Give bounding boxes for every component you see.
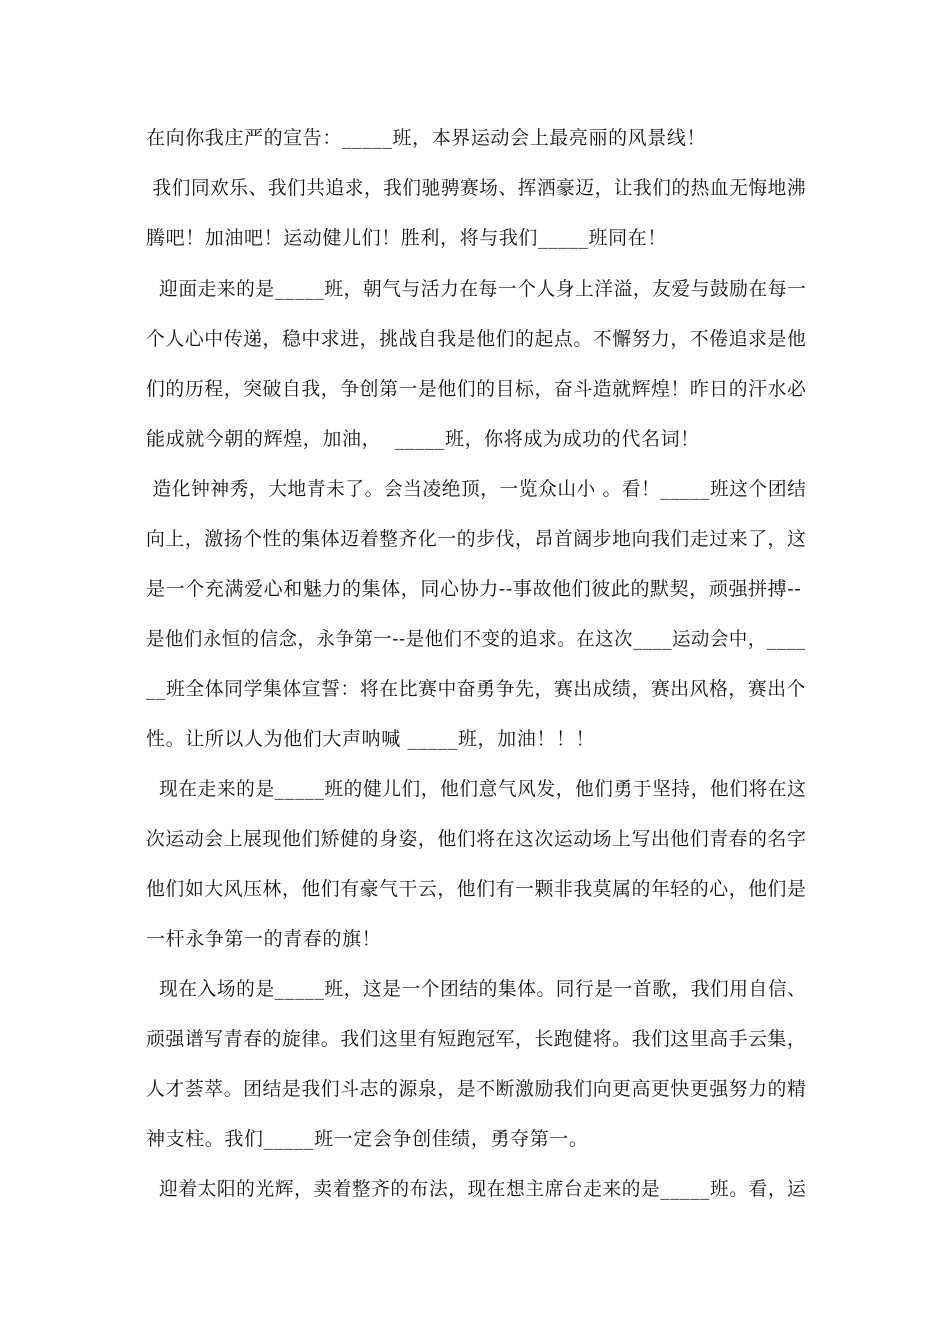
text-line: 顽强谱写青春的旋律。我们这里有短跑冠军，长跑健将。我们这里高手云集， — [146, 1028, 807, 1050]
text-line: 们的历程，突破自我，争创第一是他们的目标，奋斗造就辉煌！昨日的汗水必 — [146, 378, 807, 400]
text-line: 造化钟神秀，大地青未了。会当凌绝顶，一览众山小 。看！_____班这个团结 — [146, 478, 807, 500]
text-line: 迎着太阳的光辉，卖着整齐的布法，现在想主席台走来的是_____班。看，运 — [146, 1178, 807, 1200]
text-line: 次运动会上展现他们矫健的身姿，他们将在这次运动场上写出他们青春的名字 — [146, 828, 807, 850]
text-line: 现在入场的是_____班，这是一个团结的集体。同行是一首歌，我们用自信、 — [146, 978, 807, 1000]
text-line: 神支柱。我们_____班一定会争创佳绩，勇夺第一。 — [146, 1128, 589, 1150]
text-line: 在向你我庄严的宣告：_____班，本界运动会上最亮丽的风景线！ — [146, 127, 707, 149]
text-line: 现在走来的是_____班的健儿们，他们意气风发，他们勇于坚持，他们将在这 — [146, 778, 807, 800]
text-line: 他们如大风压林，他们有豪气干云，他们有一颗非我莫属的年轻的心，他们是 — [146, 878, 807, 900]
text-line: 能成就今朝的辉煌，加油， _____班，你将成为成功的代名词！ — [146, 428, 700, 450]
text-line: 向上，激扬个性的集体迈着整齐化一的步伐，昂首阔步地向我们走过来了，这 — [146, 528, 807, 550]
text-line: 腾吧！加油吧！运动健儿们！胜利，将与我们_____班同在！ — [146, 227, 667, 249]
text-line: 人才荟萃。团结是我们斗志的源泉，是不断激励我们向更高更快更强努力的精 — [146, 1078, 807, 1100]
text-line: 一杆永争第一的青春的旗！ — [146, 928, 382, 950]
text-line: 性。让所以人为他们大声呐喊 _____班，加油！！！ — [146, 728, 596, 750]
text-line: 个人心中传递，稳中求进，挑战自我是他们的起点。不懈努力，不倦追求是他 — [146, 328, 807, 350]
text-line: 是他们永恒的信念，永争第一--是他们不变的追求。在这次____运动会中，____ — [146, 628, 806, 650]
text-line: 我们同欢乐、我们共追求，我们驰骋赛场、挥洒豪迈，让我们的热血无悔地沸 — [146, 177, 807, 199]
text-line: 是一个充满爱心和魅力的集体，同心协力--事故他们彼此的默契，顽强拼搏-- — [146, 578, 802, 600]
text-line: __班全体同学集体宣誓：将在比赛中奋勇争先，赛出成绩，赛出风格，赛出个 — [146, 678, 807, 700]
text-line: 迎面走来的是_____班，朝气与活力在每一个人身上洋溢，友爱与鼓励在每一 — [146, 278, 807, 300]
